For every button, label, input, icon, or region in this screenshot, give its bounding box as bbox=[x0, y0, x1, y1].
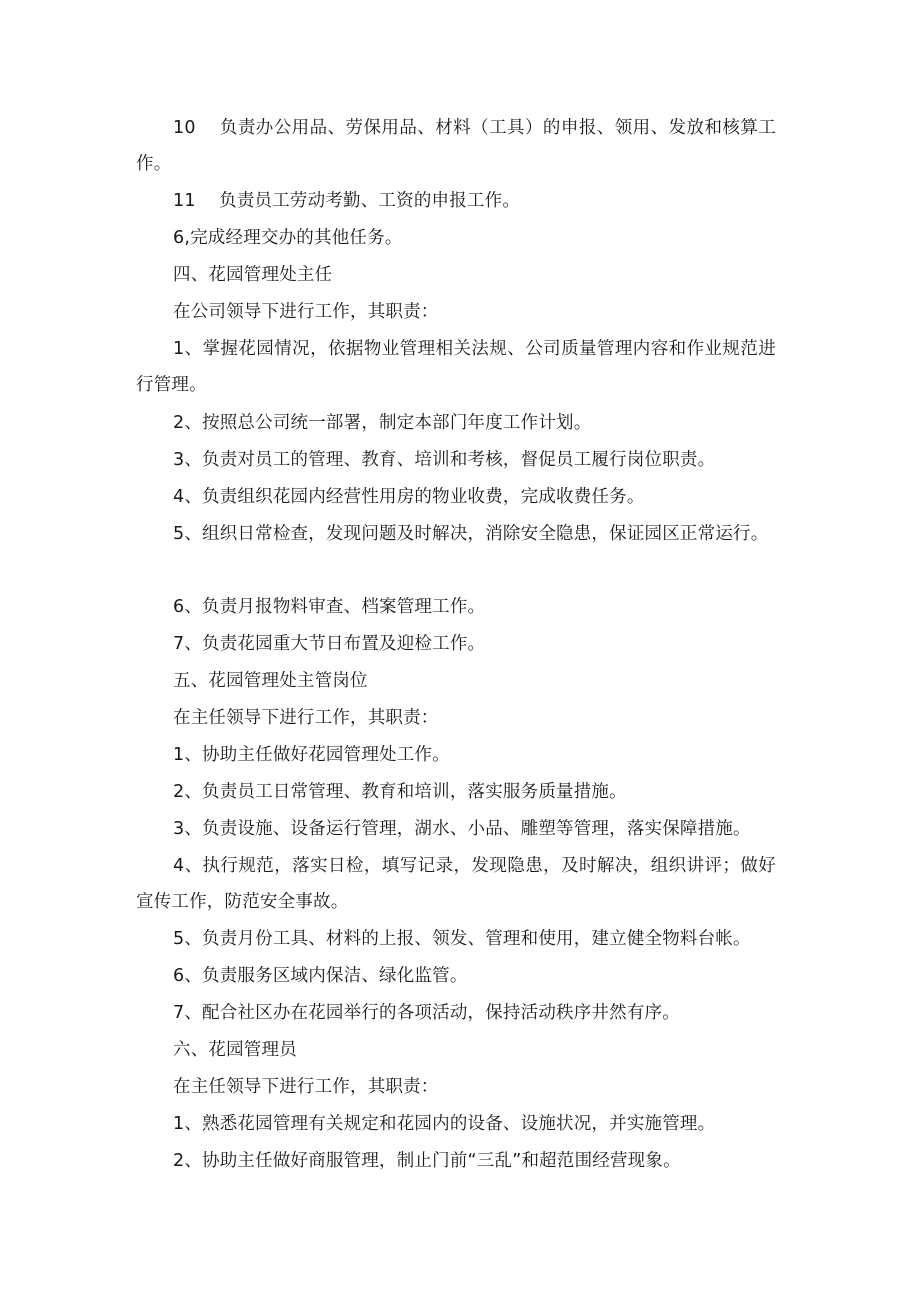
duty-5-1: 1、协助主任做好花园管理处工作。 bbox=[173, 745, 450, 765]
section-heading-4: 四、花园管理处主任 bbox=[173, 265, 333, 285]
duty-4-2: 2、按照总公司统一部署，制定本部门年度工作计划。 bbox=[173, 413, 592, 433]
duty-5-7: 7、配合社区办在花园举行的各项活动，保持活动秩序井然有序。 bbox=[173, 1003, 680, 1023]
section-intro-6: 在主任领导下进行工作，其职责： bbox=[173, 1077, 439, 1097]
duty-4-3: 3、负责对员工的管理、教育、培训和考核，督促员工履行岗位职责。 bbox=[173, 450, 716, 470]
duty-5-5: 5、负责月份工具、材料的上报、领发、管理和使用，建立健全物料台帐。 bbox=[173, 929, 751, 949]
duty-5-3: 3、负责设施、设备运行管理，湖水、小品、雕塑等管理，落实保障措施。 bbox=[173, 819, 751, 839]
paragraph-item-6-complete-tasks: 6,完成经理交办的其他任务。 bbox=[173, 228, 403, 248]
section-intro-5: 在主任领导下进行工作，其职责： bbox=[173, 708, 439, 728]
duty-5-4: 4、执行规范，落实日检，填写记录，发现隐患，及时解决，组织讲评；做好宣传工作，防范安全事故。 bbox=[136, 856, 776, 912]
duty-5-2: 2、负责员工日常管理、教育和培训，落实服务质量措施。 bbox=[173, 782, 627, 802]
duty-5-6: 6、负责服务区域内保洁、绿化监管。 bbox=[173, 966, 468, 986]
duty-4-7: 7、负责花园重大节日布置及迎检工作。 bbox=[173, 634, 486, 654]
duty-6-2: 2、协助主任做好商服管理，制止门前“三乱”和超范围经营现象。 bbox=[173, 1151, 681, 1171]
duty-4-6: 6、负责月报物料审查、档案管理工作。 bbox=[173, 597, 486, 617]
duty-6-1: 1、熟悉花园管理有关规定和花园内的设备、设施状况，并实施管理。 bbox=[173, 1114, 716, 1134]
duty-4-5: 5、组织日常检查，发现问题及时解决，消除安全隐患，保证园区正常运行。 bbox=[173, 524, 769, 544]
duty-4-1: 1、掌握花园情况，依据物业管理相关法规、公司质量管理内容和作业规范进行管理。 bbox=[136, 339, 776, 395]
section-heading-5: 五、花园管理处主管岗位 bbox=[173, 671, 368, 691]
section-heading-6: 六、花园管理员 bbox=[173, 1040, 297, 1060]
paragraph-item-10: 10 负责办公用品、劳保用品、材料（工具）的申报、领用、发放和核算工作。 bbox=[136, 118, 776, 174]
paragraph-item-11: 11 负责员工劳动考勤、工资的申报工作。 bbox=[173, 191, 521, 211]
duty-4-4: 4、负责组织花园内经营性用房的物业收费，完成收费任务。 bbox=[173, 487, 645, 507]
section-intro-4: 在公司领导下进行工作，其职责： bbox=[173, 302, 439, 322]
